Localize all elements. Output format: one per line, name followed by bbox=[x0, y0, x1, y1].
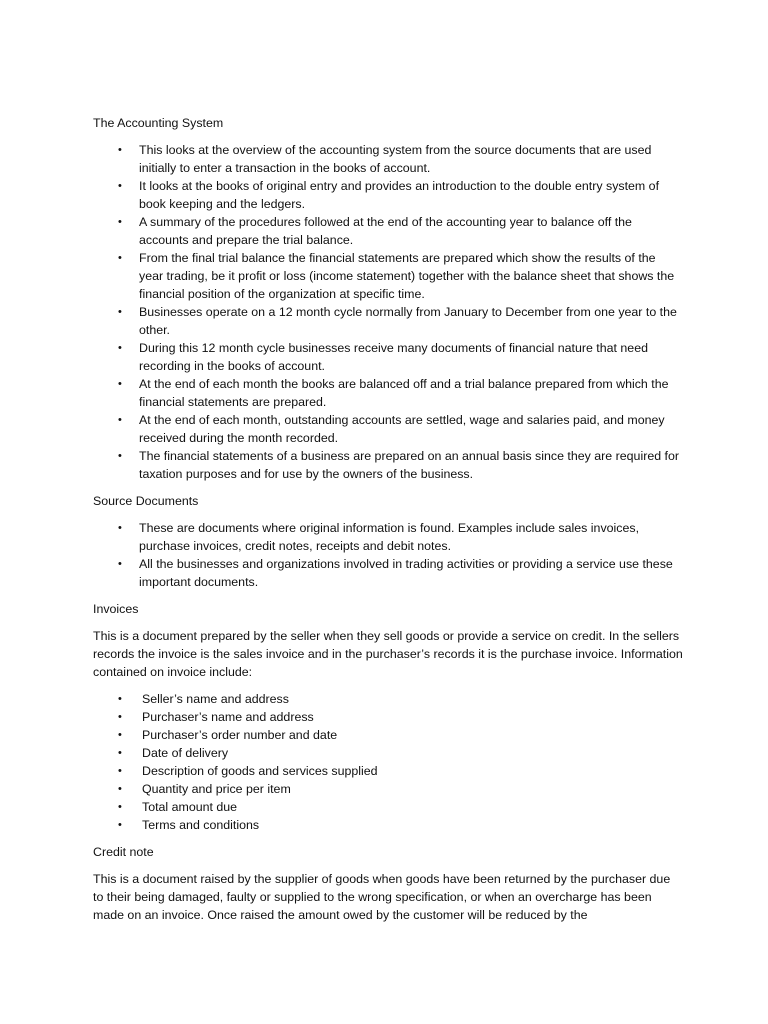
credit-note-paragraph: This is a document raised by the supplier of goods when goods have been returned by the purchaser due to their being damaged, faulty or supplied to the wrong specification, or when an overcharge has been made on an invoice. Once raised the amount owed by the customer will be reduced by the bbox=[93, 872, 671, 922]
bullet-icon: • bbox=[118, 180, 122, 192]
list-item-text: Date of delivery bbox=[142, 746, 229, 760]
list-item-text: Total amount due bbox=[142, 800, 238, 814]
bullet-icon: • bbox=[118, 306, 122, 318]
list-item-text: These are documents where original information is found. Examples include sales invoices, purchase invoices, credit notes, receipts and debit notes. bbox=[139, 521, 640, 553]
bullet-icon: • bbox=[118, 711, 122, 723]
bullet-icon: • bbox=[118, 144, 122, 156]
list-item bbox=[93, 339, 683, 375]
list-item bbox=[93, 816, 683, 834]
list-item-text: A summary of the procedures followed at the end of the accounting year to balance off the accounts and prepare the trial balance. bbox=[139, 215, 632, 247]
bullet-icon: • bbox=[118, 558, 122, 570]
bullet-icon: • bbox=[118, 378, 122, 390]
list-item bbox=[93, 303, 683, 339]
list-item-text: It looks at the books of original entry and provides an introduction to the double entry system of book keeping and the ledgers. bbox=[139, 179, 660, 211]
list-item-text: Description of goods and services supplied bbox=[142, 764, 378, 778]
list-item-text: Seller’s name and address bbox=[142, 692, 289, 706]
list-item bbox=[93, 726, 683, 744]
list-item bbox=[93, 708, 683, 726]
list-item-text: The financial statements of a business are prepared on an annual basis since they are required for taxation purposes and for use by the owners of the business. bbox=[139, 449, 680, 481]
list-item bbox=[93, 762, 683, 780]
bullet-icon: • bbox=[118, 414, 122, 426]
list-item bbox=[93, 411, 683, 447]
bullet-icon: • bbox=[118, 729, 122, 741]
section-heading-source-documents: Source Documents bbox=[93, 494, 199, 508]
list-item-text: Purchaser’s order number and date bbox=[142, 728, 338, 742]
list-item bbox=[93, 447, 683, 483]
invoice-contents-bullet-list bbox=[93, 690, 683, 834]
bullet-icon: • bbox=[118, 693, 122, 705]
bullet-icon: • bbox=[118, 747, 122, 759]
list-item bbox=[93, 375, 683, 411]
list-item-text: Terms and conditions bbox=[142, 818, 260, 832]
bullet-icon: • bbox=[118, 252, 122, 264]
list-item bbox=[93, 249, 683, 303]
list-item bbox=[93, 141, 683, 177]
list-item bbox=[93, 744, 683, 762]
bullet-icon: • bbox=[118, 765, 122, 777]
list-item-text: This looks at the overview of the accounting system from the source documents that are used initially to enter a transaction in the books of account. bbox=[139, 143, 652, 175]
list-item-text: Businesses operate on a 12 month cycle normally from January to December from one year to the other. bbox=[139, 305, 677, 337]
list-item bbox=[93, 798, 683, 816]
list-item bbox=[93, 177, 683, 213]
list-item bbox=[93, 213, 683, 249]
bullet-icon: • bbox=[118, 819, 122, 831]
invoices-paragraph: This is a document prepared by the seller when they sell goods or provide a service on credit. In the sellers records the invoice is the sales invoice and in the purchaser’s records it is the purchase invoice. Information contained on invoice include: bbox=[93, 629, 683, 679]
list-item bbox=[93, 780, 683, 798]
list-item-text: At the end of each month the books are balanced off and a trial balance prepared from which the financial statements are prepared. bbox=[139, 377, 669, 409]
section-heading-invoices: Invoices bbox=[93, 602, 139, 616]
list-item-text: All the businesses and organizations involved in trading activities or providing a service use these important documents. bbox=[139, 557, 673, 589]
source-documents-bullet-list bbox=[93, 519, 683, 591]
accounting-system-bullet-list bbox=[93, 141, 683, 483]
list-item-text: Quantity and price per item bbox=[142, 782, 291, 796]
section-heading-accounting-system: The Accounting System bbox=[93, 116, 224, 130]
bullet-icon: • bbox=[118, 342, 122, 354]
list-item-text: At the end of each month, outstanding accounts are settled, wage and salaries paid, and money received during the month recorded. bbox=[139, 413, 665, 445]
document-body bbox=[93, 114, 683, 933]
list-item-text: During this 12 month cycle businesses receive many documents of financial nature that need recording in the books of account. bbox=[139, 341, 648, 373]
bullet-icon: • bbox=[118, 216, 122, 228]
bullet-icon: • bbox=[118, 522, 122, 534]
bullet-icon: • bbox=[118, 450, 122, 462]
bullet-icon: • bbox=[118, 801, 122, 813]
list-item-text: Purchaser’s name and address bbox=[142, 710, 314, 724]
section-heading-credit-note: Credit note bbox=[93, 845, 154, 859]
list-item-text: From the final trial balance the financial statements are prepared which show the results of the year trading, be it profit or loss (income statement) together with the balance sheet that shows the financial position of the organization at specific time. bbox=[139, 251, 675, 301]
list-item bbox=[93, 519, 683, 555]
list-item bbox=[93, 690, 683, 708]
list-item bbox=[93, 555, 683, 591]
bullet-icon: • bbox=[118, 783, 122, 795]
